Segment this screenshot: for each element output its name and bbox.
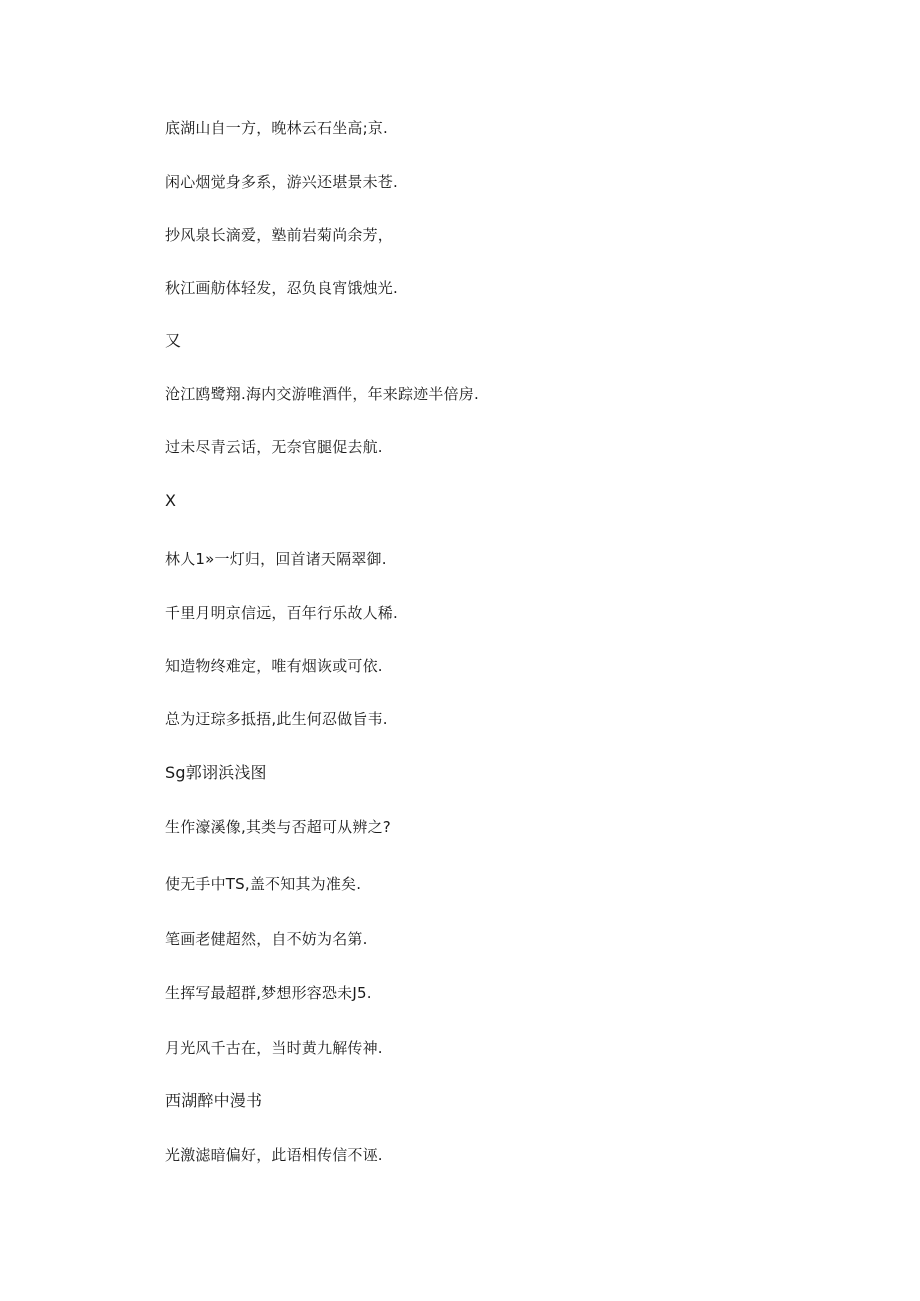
poem-line: 抄风泉长滴爱，塾前岩菊尚余芳，: [165, 226, 394, 244]
poem-line: 闲心烟觉身多系，游兴还堪景未苍.: [165, 173, 398, 191]
poem-line: 林人1»一灯归，回首诸天隔翠御.: [165, 550, 387, 568]
section-heading: Sg郭诩浜浅图: [165, 763, 267, 782]
section-heading: 西湖醉中漫书: [165, 1091, 263, 1110]
poem-line: 知造物终难定，唯有烟诙或可依.: [165, 657, 383, 675]
poem-line: 底湖山自一方，晚林云石坐高;京.: [165, 119, 389, 137]
poem-line: 秋江画舫体轻发，忍负良宵饿烛光.: [165, 279, 398, 297]
poem-line: 月光风千古在，当时黄九解传神.: [165, 1039, 383, 1057]
poem-line: 生挥写最超群,梦想形容恐未J5.: [165, 984, 372, 1002]
poem-line: 沧江鸥鹭翔.海内交游唯酒伴，年来踪迹半倍房.: [165, 385, 479, 403]
section-heading: X: [165, 491, 177, 510]
poem-line: 生作濠溪像,其类与否超可从辨之?: [165, 818, 391, 836]
poem-line: 千里月明京信远，百年行乐故人稀.: [165, 604, 398, 622]
poem-line: 过未尽青云话，无奈官腿促去航.: [165, 438, 383, 456]
poem-line: 光激滤暗偏好，此语相传信不诬.: [165, 1146, 383, 1164]
poem-line: 使无手中TS,盖不知其为准矣.: [165, 875, 362, 893]
section-heading: 又: [165, 331, 182, 350]
poem-line: 笔画老健超然，自不妨为名第.: [165, 930, 368, 948]
poem-line: 总为迂琮多抵捂,此生何忍做旨韦.: [165, 710, 388, 728]
